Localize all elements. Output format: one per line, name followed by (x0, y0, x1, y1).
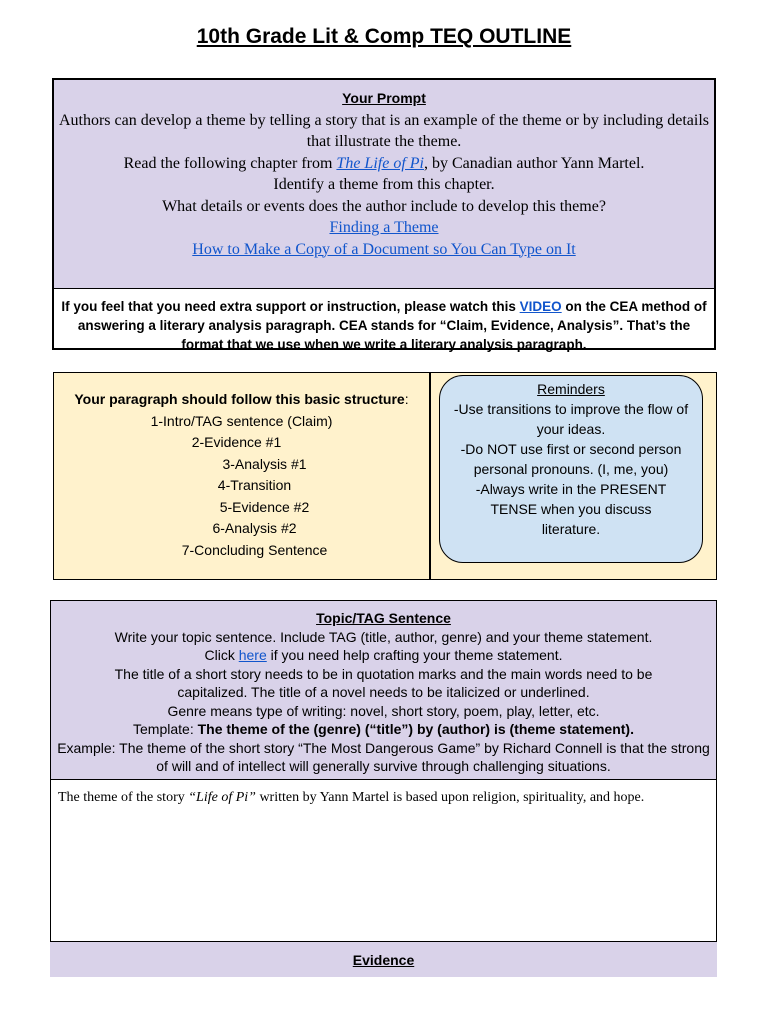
prompt-line-4: What details or events does the author include to develop this theme? (162, 197, 606, 215)
reminders-callout (439, 375, 703, 563)
topic-example: Example: The theme of the short story “The Most Dangerous Game” by Richard Connell is that the strong of will and of intellect will generally survive through challenging situations. (57, 739, 710, 774)
structure-item: 3-Analysis #1 (222, 455, 307, 472)
structure-table (53, 372, 717, 580)
topic-heading: Topic/TAG Sentence (316, 610, 451, 626)
reminder-item: -Use transitions to improve the flow of your ideas. (453, 401, 689, 437)
structure-item: 7-Concluding Sentence (181, 541, 328, 558)
video-link[interactable]: VIDEO (519, 299, 562, 314)
prompt-box (52, 78, 716, 350)
prompt-line-1: Authors can develop a theme by telling a story that is an example of the theme or by including details that illustrate the theme. (58, 111, 710, 150)
structure-item: 5-Evidence #2 (219, 498, 310, 515)
prompt-section (54, 80, 714, 289)
topic-line: The title of a short story needs to be in quotation marks and the main words need to be capitalized. The title of a novel needs to be italicized or underlined. (114, 665, 653, 700)
life-of-pi-link[interactable]: The Life of Pi (336, 154, 424, 172)
prompt-line-3: Identify a theme from this chapter. (273, 176, 495, 193)
reminder-item: -Do NOT use first or second person personal pronouns. (I, me, you) (460, 441, 682, 477)
topic-line: Write your topic sentence. Include TAG (title, author, genre) and your theme statement. (114, 628, 653, 645)
evidence-heading: Evidence (50, 942, 717, 977)
support-text: If you feel that you need extra support or instruction, please watch this VIDEO on the CEA method of answering a literary analysis paragraph. CEA stands for “Claim, Evidence, Analysis”. That’s the format that we use when we write a literary analysis paragraph. (61, 299, 707, 352)
structure-item: 6-Analysis #2 (212, 520, 297, 536)
structure-list: Your paragraph should follow this basic structure: 1-Intro/TAG sentence (Claim) 2-Evidence #1 3-Analysis #1 4-Transition 5-Evidence #2 6-Analysis #2 7-Concluding Sentence (54, 373, 431, 579)
reminders-heading: Reminders (537, 381, 605, 397)
topic-sentence-answer[interactable]: The theme of the story “Life of Pi” written by Yann Martel is based upon religion, spirituality, and hope. (50, 780, 717, 942)
reminder-item: -Always write in the PRESENT TENSE when you discuss literature. (475, 481, 667, 537)
document-title: 10th Grade Lit & Comp TEQ OUTLINE (196, 25, 572, 48)
finding-theme-link[interactable]: Finding a Theme (329, 219, 439, 236)
structure-item: 2-Evidence #1 (191, 434, 282, 450)
topic-line: Click here if you need help crafting your theme statement. (204, 647, 563, 663)
structure-heading: Your paragraph should follow this basic structure (74, 391, 405, 407)
prompt-heading: Your Prompt (342, 90, 426, 106)
here-link[interactable]: here (238, 647, 267, 663)
topic-line: Genre means type of writing: novel, short story, poem, play, letter, etc. (167, 702, 600, 719)
topic-instructions (50, 600, 717, 780)
structure-item: 1-Intro/TAG sentence (Claim) (150, 412, 333, 429)
prompt-line-2: Read the following chapter from The Life of Pi, by Canadian author Yann Martel. (123, 154, 645, 172)
copy-document-link[interactable]: How to Make a Copy of a Document so You Can Type on It (192, 240, 576, 258)
topic-template: Template: The theme of the (genre) (“title”) by (author) is (theme statement). (133, 721, 634, 737)
structure-item: 4-Transition (217, 477, 292, 493)
